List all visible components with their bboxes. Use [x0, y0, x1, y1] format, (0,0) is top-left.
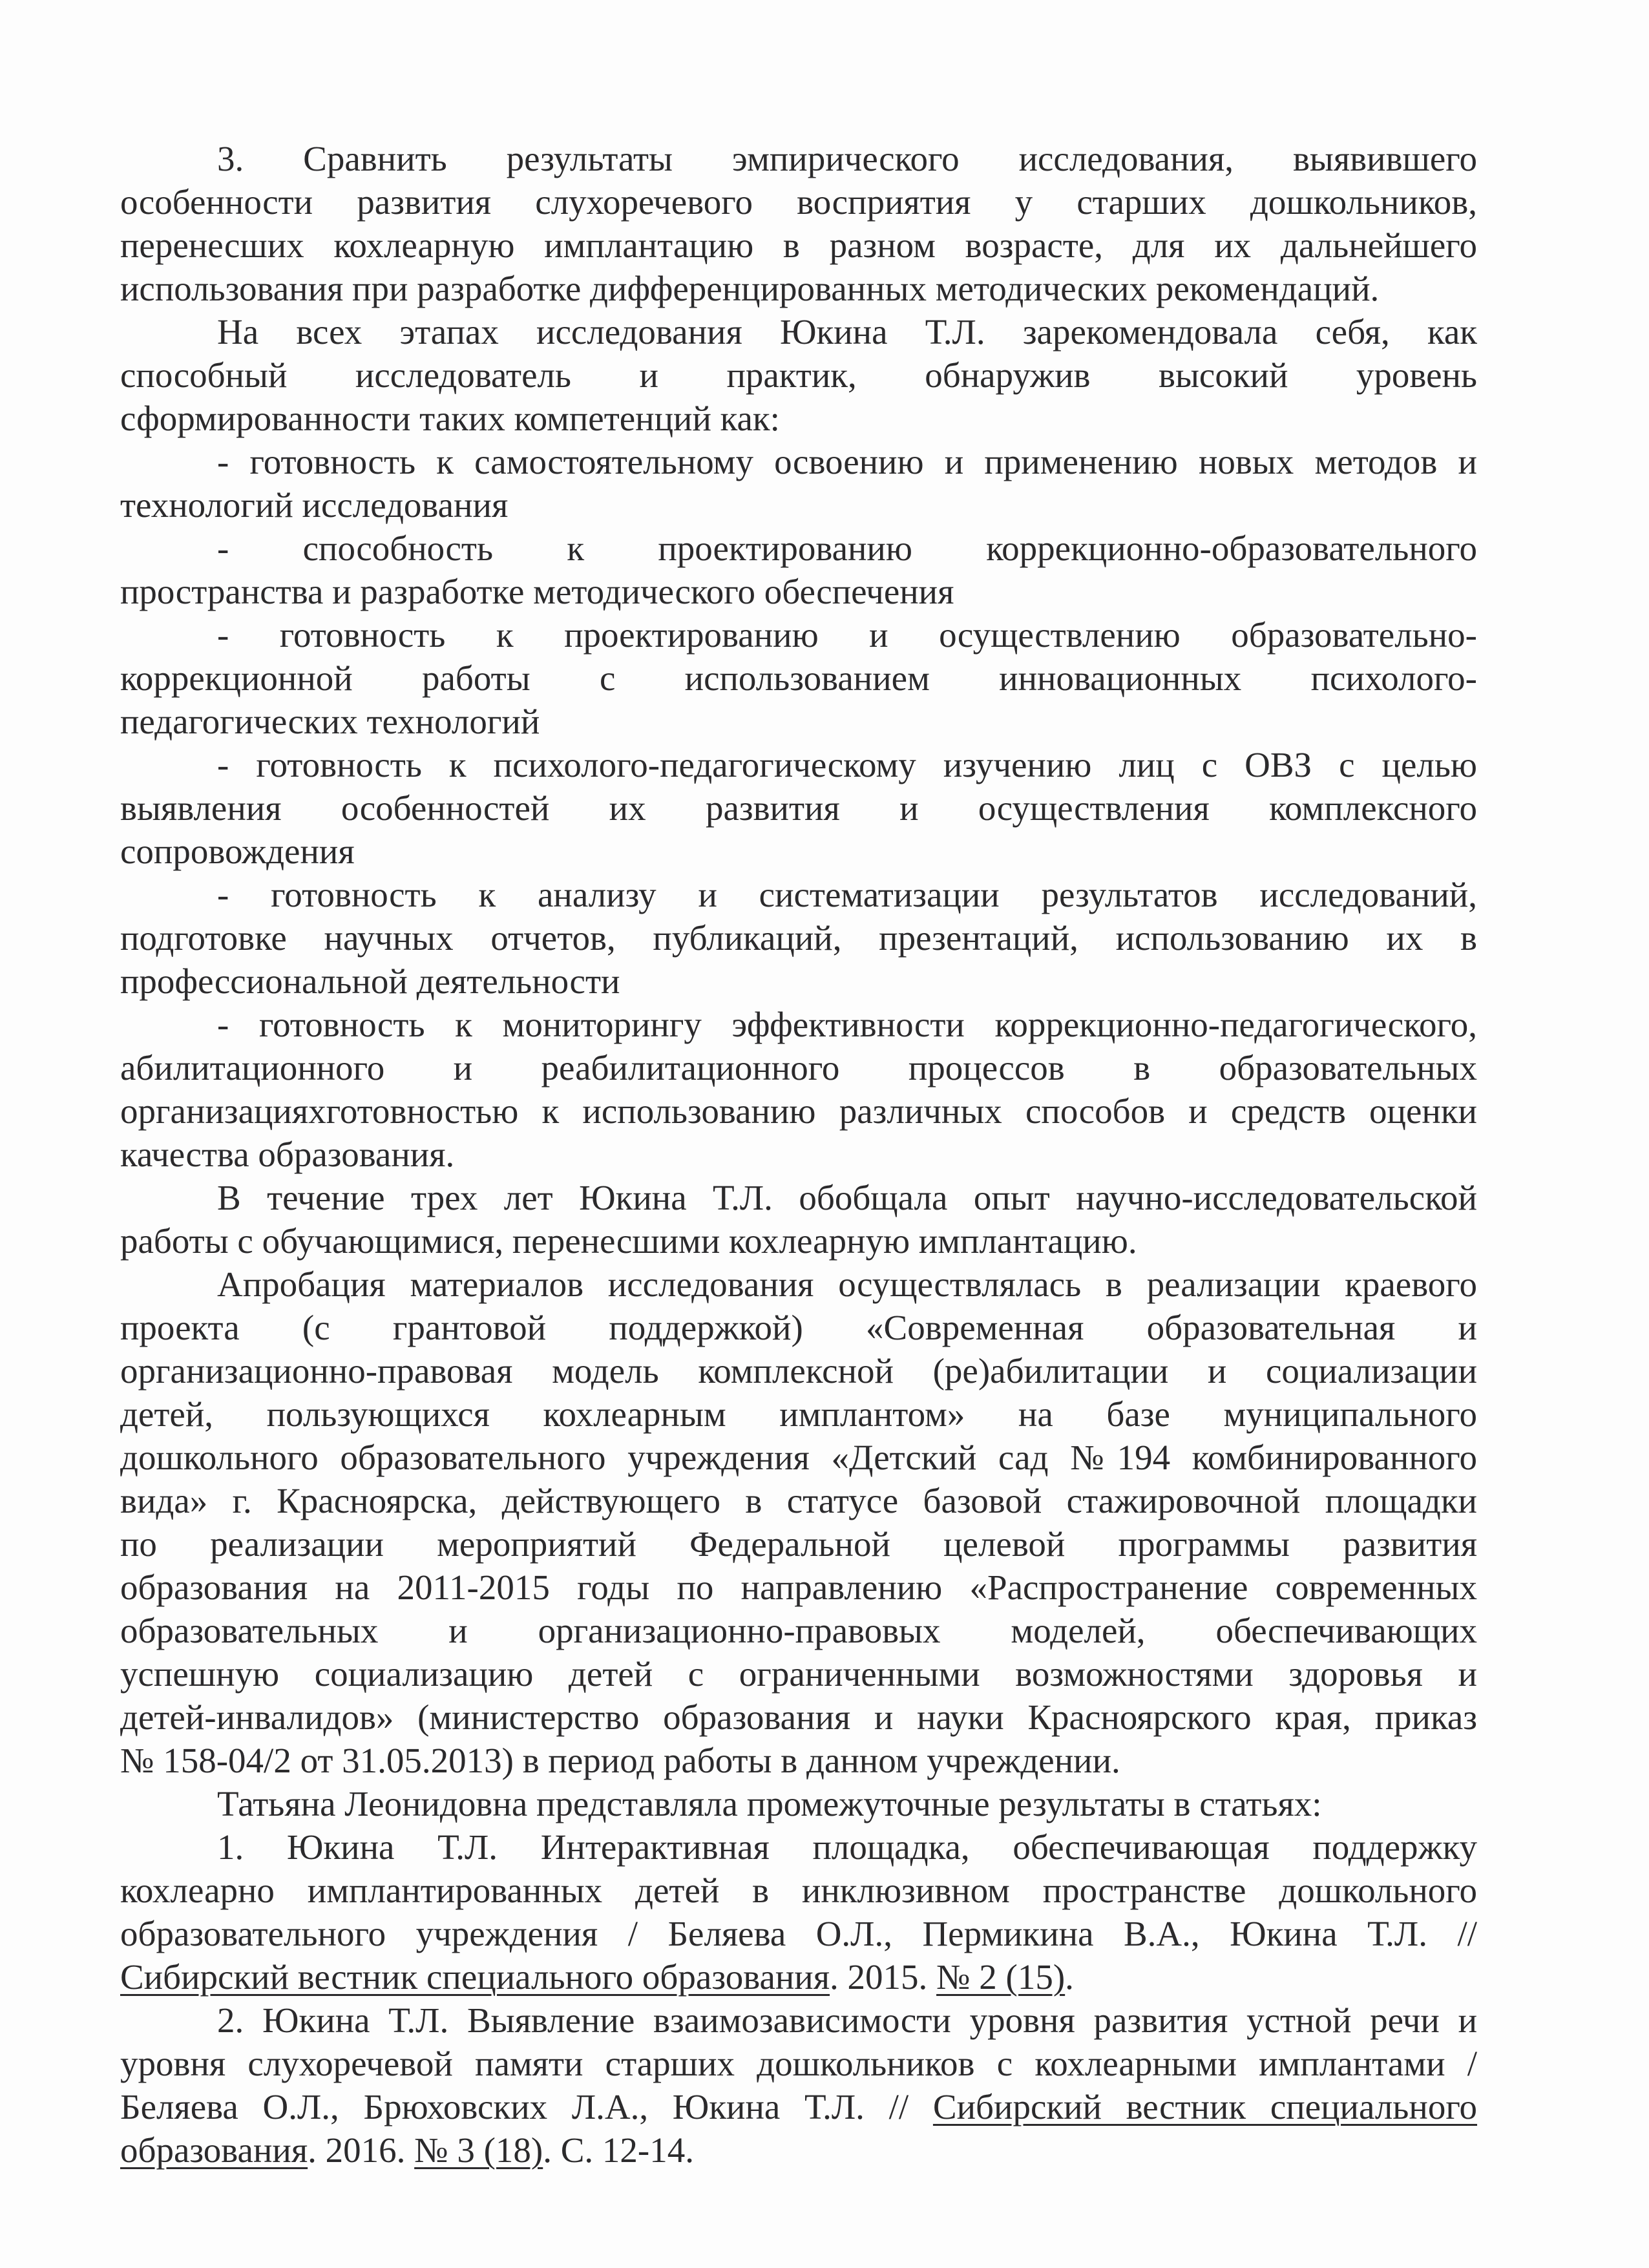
paragraph-1-line: 3. Сравнить результаты эмпирического исследования, выявившего: [217, 139, 1477, 178]
paragraph-2-line: На всех этапах исследования Юкина Т.Л. зарекомендовала себя, как: [217, 312, 1477, 352]
paragraph-2-line: сформированности таких компетенций как:: [120, 399, 780, 438]
paragraph-12-line: кохлеарно имплантированных детей в инклюзивном пространстве дошкольного: [120, 1871, 1477, 1910]
paragraph-8-line: - готовность к мониторингу эффективности коррекционно-педагогического,: [217, 1005, 1477, 1044]
paragraph-10-line: по реализации мероприятий Федеральной целевой программы развития: [120, 1524, 1477, 1564]
paragraph-10-line: организационно-правовая модель комплексной (ре)абилитации и социализации: [120, 1351, 1477, 1391]
paragraph-4-line: пространства и разработке методического обеспечения: [120, 572, 954, 611]
paragraph-12-line: 1. Юкина Т.Л. Интерактивная площадка, обеспечивающая поддержку: [217, 1827, 1477, 1867]
paragraph-8-line: качества образования.: [120, 1135, 455, 1174]
paragraph-10-line: проекта (с грантовой поддержкой) «Современная образовательная и: [120, 1308, 1477, 1347]
paragraph-6-line: - готовность к психолого-педагогическому изучению лиц с ОВЗ с целью: [217, 745, 1477, 784]
paragraph-8-line: организацияхготовностью к использованию различных способов и средств оценки: [120, 1091, 1477, 1131]
paragraph-6-line: выявления особенностей их развития и осуществления комплексного: [120, 788, 1477, 828]
text-segment: . 2015.: [830, 1957, 937, 1997]
paragraph-7-line: подготовке научных отчетов, публикаций, презентаций, использованию их в: [120, 918, 1477, 958]
paragraph-10-line: вида» г. Красноярска, действующего в статусе базовой стажировочной площадки: [120, 1481, 1477, 1520]
paragraph-13-line: 2. Юкина Т.Л. Выявление взаимозависимости уровня развития устной речи и: [217, 2000, 1477, 2040]
text-segment: .: [1065, 1957, 1074, 1997]
paragraph-10-line: успешную социализацию детей с ограниченными возможностями здоровья и: [120, 1654, 1477, 1694]
paragraph-10-line: Апробация материалов исследования осуществлялась в реализации краевого: [217, 1265, 1477, 1304]
paragraph-10-line: детей-инвалидов» (министерство образования и науки Красноярского края, приказ: [120, 1697, 1477, 1737]
paragraph-10-line: детей, пользующихся кохлеарным имплантом» на базе муниципального: [120, 1394, 1477, 1434]
paragraph-1-line: использования при разработке дифференцированных методических рекомендаций.: [120, 269, 1380, 308]
paragraph-11-line: Татьяна Леонидовна представляла промежуточные результаты в статьях:: [217, 1784, 1322, 1823]
paragraph-10-line: № 158-04/2 от 31.05.2013) в период работы в данном учреждении.: [120, 1741, 1120, 1780]
paragraph-10-line: образования на 2011-2015 годы по направлению «Распространение современных: [120, 1568, 1477, 1607]
paragraph-6-line: сопровождения: [120, 832, 355, 871]
paragraph-3-line: технологий исследования: [120, 485, 509, 525]
paragraph-5-line: - готовность к проектированию и осуществлению образовательно-: [217, 615, 1477, 655]
paragraph-7-line: профессиональной деятельности: [120, 961, 620, 1001]
paragraph-2-line: способный исследователь и практик, обнаружив высокий уровень: [120, 355, 1477, 395]
underlined-reference-text: Сибирский вестник специального: [932, 2087, 1478, 2126]
underlined-reference-text: № 3 (18): [414, 2130, 543, 2170]
underlined-reference-text: Сибирский вестник специального образования: [120, 1957, 830, 1997]
text-segment: . 2016.: [308, 2130, 415, 2170]
text-segment: . С. 12-14.: [543, 2130, 694, 2170]
paragraph-10-line: дошкольного образовательного учреждения «Детский сад №194 комбинированного: [120, 1438, 1477, 1477]
paragraph-12-line: [120, 1955, 1477, 1999]
paragraph-9-line: В течение трех лет Юкина Т.Л. обобщала опыт научно-исследовательской: [217, 1178, 1477, 1217]
underlined-reference-text: № 2 (15): [936, 1957, 1066, 1997]
paragraph-13-line: уровня слухоречевой памяти старших дошкольников с кохлеарными имплантами /: [120, 2044, 1477, 2083]
paragraph-13-line: [120, 2128, 1477, 2172]
paragraph-5-line: коррекционной работы с использованием инновационных психолого-: [120, 658, 1477, 698]
paragraph-9-line: работы с обучающимися, перенесшими кохлеарную имплантацию.: [120, 1221, 1137, 1261]
paragraph-7-line: - готовность к анализу и систематизации результатов исследований,: [217, 875, 1477, 914]
underlined-reference-text: образования: [120, 2130, 308, 2170]
paragraph-10-line: образовательных и организационно-правовых моделей, обеспечивающих: [120, 1611, 1477, 1650]
text-segment: Беляева О.Л., Брюховских Л.А., Юкина Т.Л. //: [120, 2087, 933, 2126]
paragraph-12-line: образовательного учреждения / Беляева О.Л., Пермикина В.А., Юкина Т.Л. //: [120, 1914, 1477, 1953]
paragraph-1-line: перенесших кохлеарную имплантацию в разном возрасте, для их дальнейшего: [120, 226, 1477, 265]
paragraph-3-line: - готовность к самостоятельному освоению и применению новых методов и: [217, 442, 1477, 481]
paragraph-13-line: [120, 2085, 1477, 2128]
paragraph-1-line: особенности развития слухоречевого восприятия у старших дошкольников,: [120, 182, 1477, 222]
document-page: [120, 137, 1477, 2172]
paragraph-8-line: абилитационного и реабилитационного процессов в образовательных: [120, 1048, 1477, 1087]
paragraph-5-line: педагогических технологий: [120, 702, 540, 741]
paragraph-4-line: - способность к проектированию коррекционно-образовательного: [217, 529, 1477, 568]
